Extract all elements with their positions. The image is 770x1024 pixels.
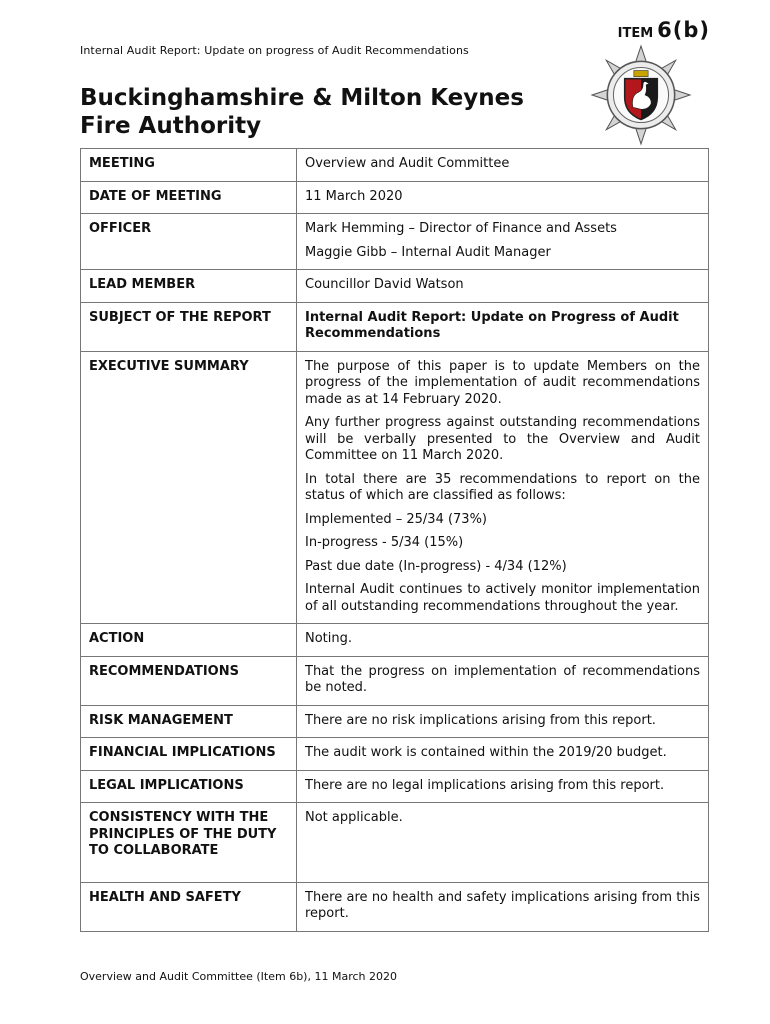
- table-row: [81, 656, 709, 705]
- table-row: [81, 149, 709, 182]
- title-line-1: Buckinghamshire & Milton Keynes: [80, 85, 524, 111]
- row-value-subject: Internal Audit Report: Update on Progress of Audit Recommendations: [297, 302, 709, 351]
- row-value-health-and-safety: There are no health and safety implications arising from this report.: [297, 882, 709, 931]
- table-row: [81, 624, 709, 657]
- row-key-duty-to-collaborate: CONSISTENCY WITH THE PRINCIPLES OF THE DUTY TO COLLABORATE: [81, 803, 297, 883]
- page-title: [80, 84, 560, 140]
- table-row: [81, 770, 709, 803]
- row-value-legal-implications: There are no legal implications arising from this report.: [297, 770, 709, 803]
- item-number: 6(b): [657, 18, 710, 42]
- row-key-risk-management: RISK MANAGEMENT: [81, 705, 297, 738]
- row-value-financial-implications: The audit work is contained within the 2019/20 budget.: [297, 738, 709, 771]
- row-value-meeting: Overview and Audit Committee: [297, 149, 709, 182]
- row-value-recommendations: That the progress on implementation of recommendations be noted.: [297, 656, 709, 705]
- officer-2: Maggie Gibb – Internal Audit Manager: [305, 244, 551, 260]
- summary-paragraph: Internal Audit continues to actively monitor implementation of all outstanding recommendations throughout the year.: [305, 582, 700, 614]
- row-value-action: Noting.: [297, 624, 709, 657]
- summary-status-past-due: Past due date (In-progress) - 4/34 (12%): [305, 558, 567, 574]
- table-row: [81, 214, 709, 270]
- row-key-recommendations: RECOMMENDATIONS: [81, 656, 297, 705]
- row-key-lead-member: LEAD MEMBER: [81, 270, 297, 303]
- row-key-health-and-safety: HEALTH AND SAFETY: [81, 882, 297, 931]
- summary-status-in-progress: In-progress - 5/34 (15%): [305, 535, 464, 550]
- table-row: [81, 705, 709, 738]
- row-value-risk-management: There are no risk implications arising from this report.: [297, 705, 709, 738]
- table-row: [81, 882, 709, 931]
- summary-paragraph: In total there are 35 recommendations to report on the status of which are classified as follows:: [305, 471, 700, 503]
- table-row: [81, 803, 709, 883]
- summary-paragraph: Any further progress against outstanding recommendations will be verbally presented to the Overview and Audit Committee on 11 March 2020.: [305, 415, 700, 463]
- row-key-executive-summary: EXECUTIVE SUMMARY: [81, 351, 297, 624]
- row-key-officer: OFFICER: [81, 214, 297, 270]
- row-value-date: 11 March 2020: [297, 181, 709, 214]
- summary-paragraph: The purpose of this paper is to update Members on the progress of the implementation of audit recommendations made as at 14 February 2020.: [305, 358, 700, 407]
- row-key-action: ACTION: [81, 624, 297, 657]
- table-row: [81, 351, 709, 624]
- row-key-legal-implications: LEGAL IMPLICATIONS: [81, 770, 297, 803]
- row-key-meeting: MEETING: [81, 149, 297, 182]
- row-value-duty-to-collaborate: Not applicable.: [297, 803, 709, 883]
- row-key-financial-implications: FINANCIAL IMPLICATIONS: [81, 738, 297, 771]
- row-value-executive-summary: [297, 351, 709, 624]
- summary-status-implemented: Implemented – 25/34 (73%): [305, 511, 488, 527]
- row-key-date: DATE OF MEETING: [81, 181, 297, 214]
- officer-1: Mark Hemming – Director of Finance and Assets: [305, 221, 617, 236]
- title-line-2: Fire Authority: [80, 113, 262, 139]
- row-value-officer: [297, 214, 709, 270]
- row-key-subject: SUBJECT OF THE REPORT: [81, 302, 297, 351]
- page-footer: Overview and Audit Committee (Item 6b), 11 March 2020: [80, 970, 397, 983]
- item-label: [618, 18, 710, 42]
- table-row: [81, 738, 709, 771]
- item-prefix: ITEM: [617, 26, 654, 41]
- fire-authority-crest-logo: [590, 44, 692, 146]
- table-row: [81, 181, 709, 214]
- row-value-lead-member: Councillor David Watson: [297, 270, 709, 303]
- table-row: [81, 302, 709, 351]
- running-header: Internal Audit Report: Update on progress of Audit Recommendations: [80, 44, 469, 57]
- report-metadata-table: [80, 148, 709, 932]
- table-row: [81, 270, 709, 303]
